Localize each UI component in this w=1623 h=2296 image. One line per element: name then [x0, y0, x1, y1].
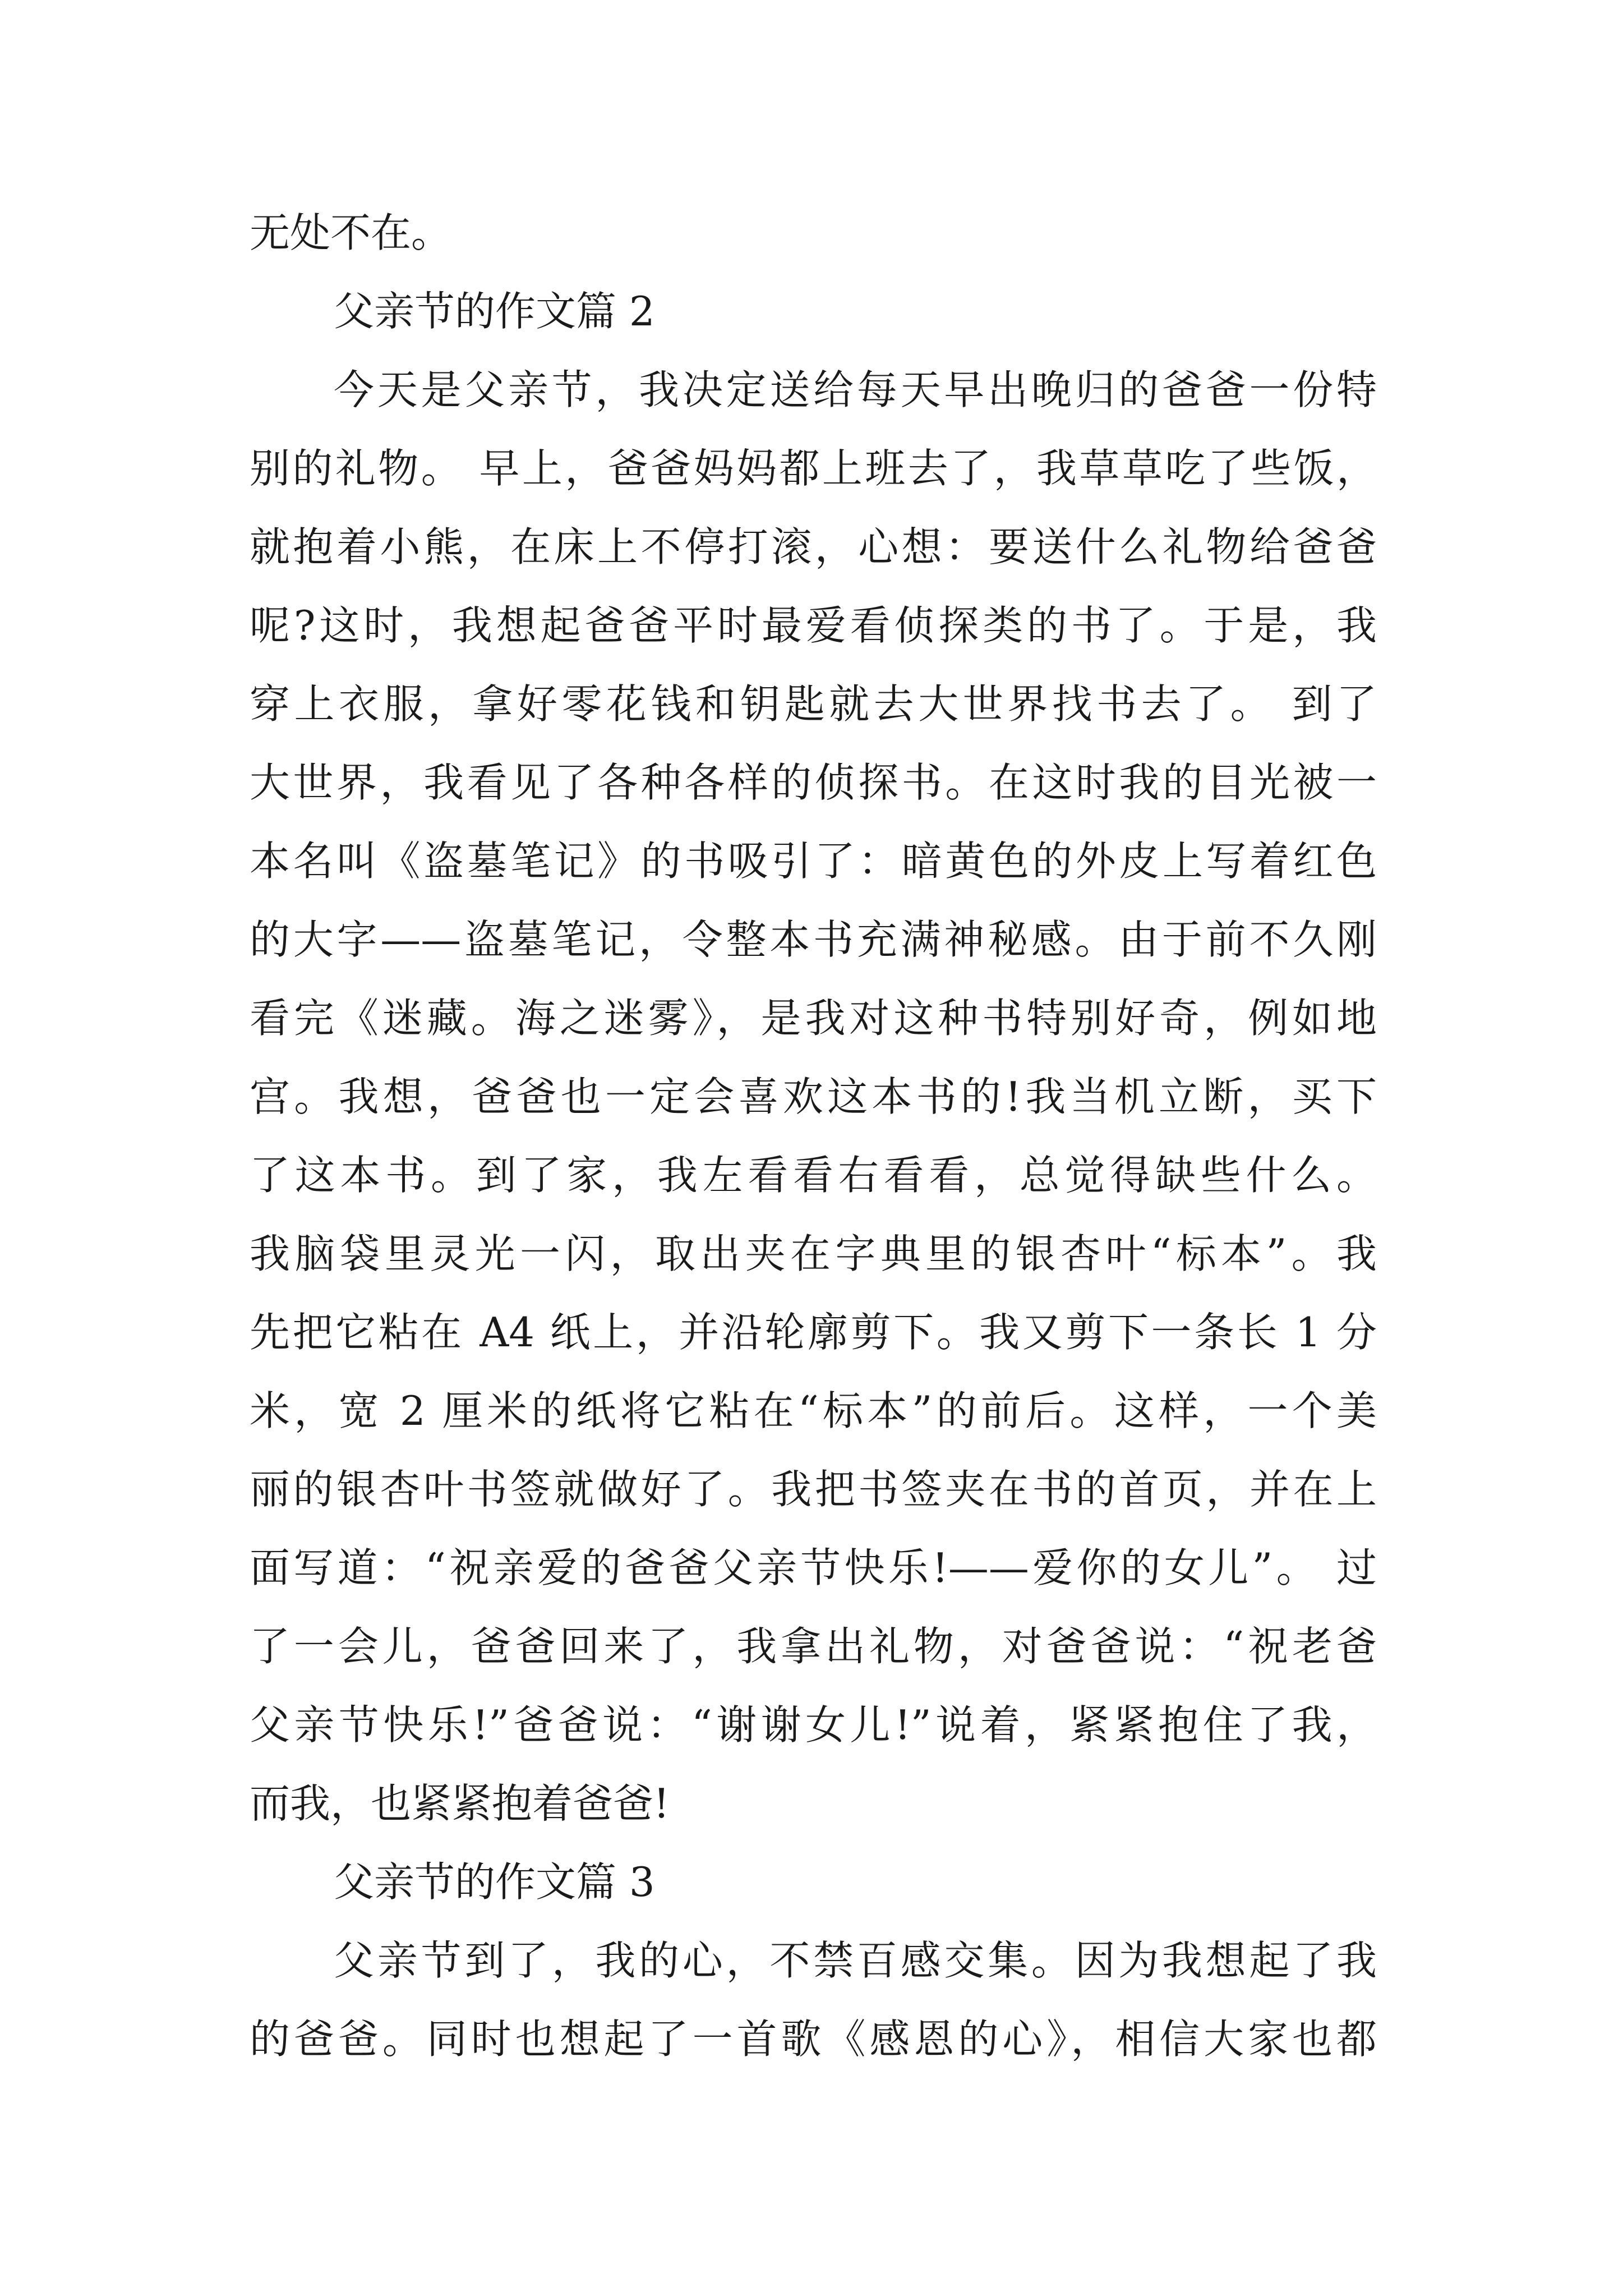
text-line: 父亲节快乐!”爸爸说：“谢谢女儿!”说着，紧紧抱住了我，	[250, 1701, 1377, 1749]
text-line: 别的礼物。 早上，爸爸妈妈都上班去了，我草草吃了些饭，	[250, 445, 1377, 492]
text-line: 无处不在。	[250, 209, 452, 256]
text-line: 丽的银杏叶书签就做好了。我把书签夹在书的首页，并在上	[250, 1466, 1377, 1513]
text-line: 今天是父亲节，我决定送给每天早出晚归的爸爸一份特	[334, 366, 1377, 413]
text-line: 就抱着小熊，在床上不停打滚，心想：要送什么礼物给爸爸	[250, 523, 1377, 570]
text-line: 了一会儿，爸爸回来了，我拿出礼物，对爸爸说：“祝老爸	[250, 1623, 1377, 1670]
text-line: 而我，也紧紧抱着爸爸!	[250, 1780, 670, 1827]
text-line: 面写道：“祝亲爱的爸爸父亲节快乐!——爱你的女儿”。 过	[250, 1544, 1377, 1591]
text-line: 了这本书。到了家，我左看看右看看，总觉得缺些什么。	[250, 1152, 1377, 1199]
section-heading: 父亲节的作文篇 3	[334, 1858, 655, 1906]
text-line: 的大字——盗墓笔记，令整本书充满神秘感。由于前不久刚	[250, 916, 1377, 963]
text-line: 父亲节到了，我的心，不禁百感交集。因为我想起了我	[334, 1937, 1377, 1984]
text-line: 大世界，我看见了各种各样的侦探书。在这时我的目光被一	[250, 759, 1377, 806]
text-line: 先把它粘在 A4 纸上，并沿轮廓剪下。我又剪下一条长 1 分	[250, 1309, 1377, 1356]
text-line: 宫。我想，爸爸也一定会喜欢这本书的!我当机立断，买下	[250, 1073, 1377, 1120]
text-line: 呢?这时，我想起爸爸平时最爱看侦探类的书了。于是，我	[250, 602, 1377, 649]
text-line: 看完《迷藏。海之迷雾》，是我对这种书特别好奇，例如地	[250, 995, 1377, 1042]
text-line: 穿上衣服，拿好零花钱和钥匙就去大世界找书去了。 到了	[250, 680, 1377, 728]
text-line: 本名叫《盗墓笔记》的书吸引了：暗黄色的外皮上写着红色	[250, 838, 1377, 885]
section-heading: 父亲节的作文篇 2	[334, 288, 655, 335]
text-line: 的爸爸。同时也想起了一首歌《感恩的心》，相信大家也都	[250, 2016, 1377, 2063]
text-line: 我脑袋里灵光一闪，取出夹在字典里的银杏叶“标本”。我	[250, 1230, 1377, 1277]
text-line: 米，宽 2 厘米的纸将它粘在“标本”的前后。这样，一个美	[250, 1387, 1377, 1434]
article-body	[250, 194, 1377, 2078]
